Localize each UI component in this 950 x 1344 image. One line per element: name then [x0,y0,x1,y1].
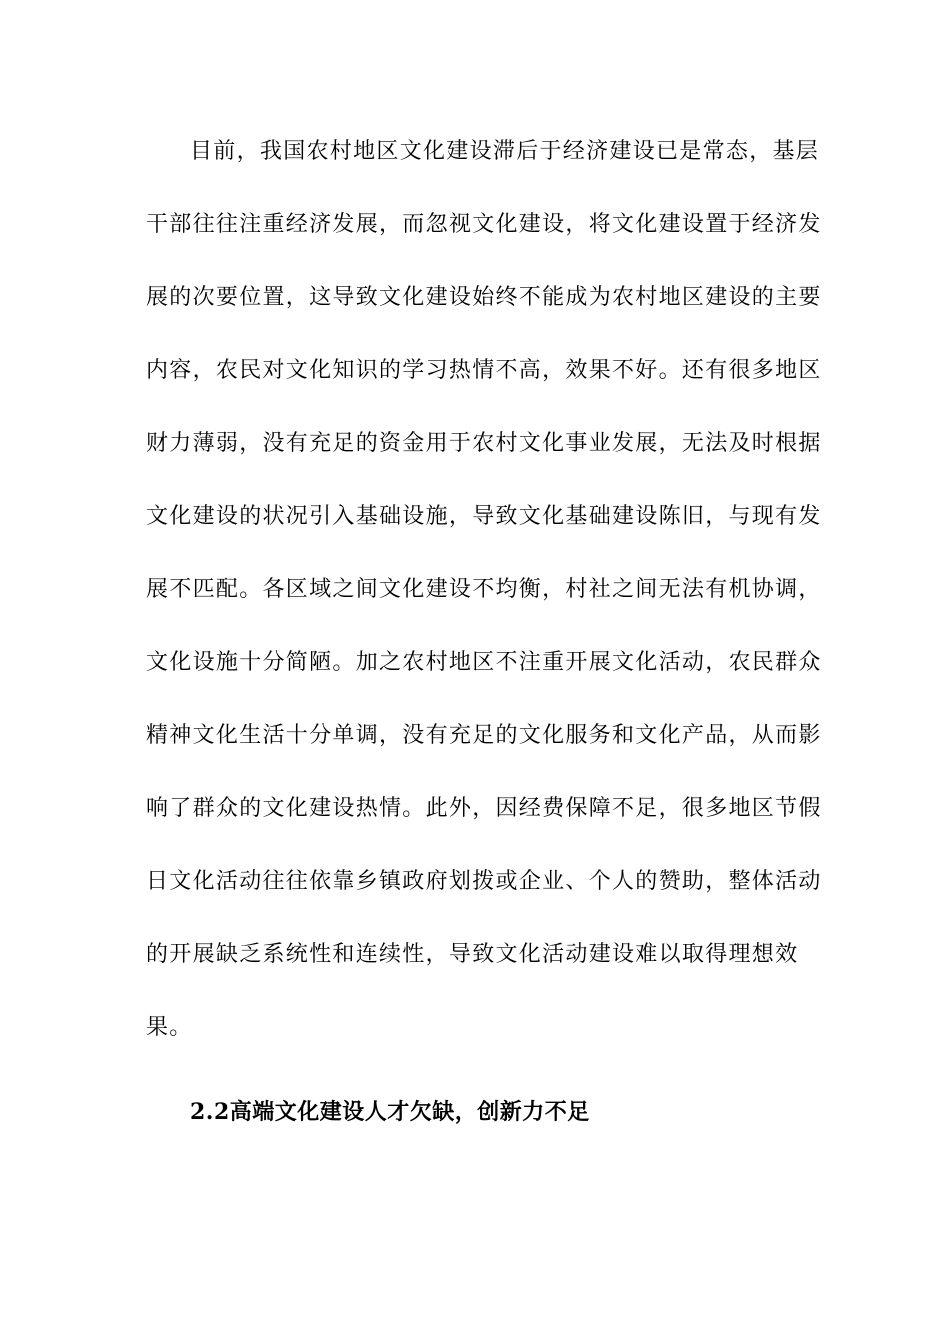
paragraph-line: 展不匹配。各区域之间文化建设不均衡，村社之间无法有机协调， [146,577,822,602]
paragraph-line: 日文化活动往往依靠乡镇政府划拨或企业、个人的赞助，整体活动 [146,869,822,894]
paragraph-line: 展的次要位置，这导致文化建设始终不能成为农村地区建设的主要 [146,285,822,310]
paragraph-line: 的开展缺乏系统性和连续性，导致文化活动建设难以取得理想效 [146,942,799,967]
paragraph-line: 文化建设的状况引入基础设施，导致文化基础建设陈旧，与现有发 [146,504,822,529]
section-heading: 2.2高端文化建设人才欠缺，创新力不足 [190,1099,590,1125]
paragraph-line: 财力薄弱，没有充足的资金用于农村文化事业发展，无法及时根据 [146,431,822,456]
paragraph-line: 内容，农民对文化知识的学习热情不高，效果不好。还有很多地区 [146,358,822,383]
paragraph-line: 目前，我国农村地区文化建设滞后于经济建设已是常态，基层 [190,139,820,164]
paragraph-line: 响了群众的文化建设热情。此外，因经费保障不足，很多地区节假 [146,796,822,821]
paragraph-line: 果。 [146,1015,193,1040]
paragraph-line: 精神文化生活十分单调，没有充足的文化服务和文化产品，从而影 [146,723,822,748]
paragraph-line: 干部往往注重经济发展，而忽视文化建设，将文化建设置于经济发 [146,212,822,237]
paragraph-line: 文化设施十分简陋。加之农村地区不注重开展文化活动，农民群众 [146,650,822,675]
